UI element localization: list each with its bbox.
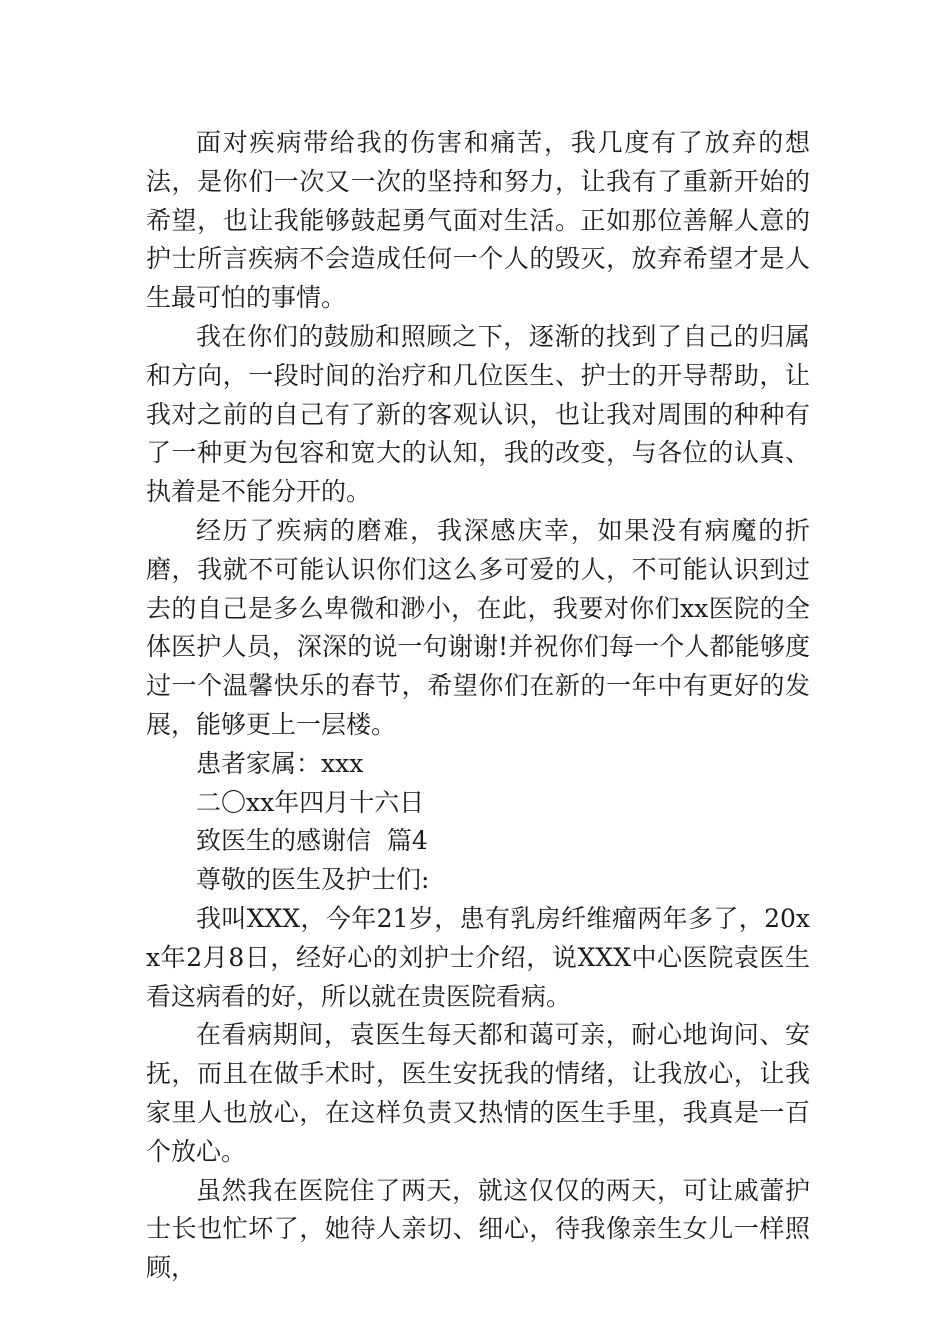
date-line: 二〇xx年四月十六日 xyxy=(196,787,425,817)
body-paragraph: 我叫XXX，今年21岁，患有乳房纤维瘤两年多了，20xx年2月8日，经好心的刘护士介绍，说XXX中心医院袁医生看这病看的好，所以就在贵医院看病。 xyxy=(146,903,810,1011)
body-paragraph: 面对疾病带给我的伤害和痛苦，我几度有了放弃的想法，是你们一次又一次的坚持和努力，让我有了重新开始的希望，也让我能够鼓起勇气面对生活。正如那位善解人意的护士所言疾病不会造成任何一个人的毁灭，放弃希望才是人生最可怕的事情。 xyxy=(146,128,810,313)
body-paragraph: 经历了疾病的磨难，我深感庆幸，如果没有病魔的折磨，我就不可能认识你们这么多可爱的人，不可能认识到过去的自己是多么卑微和渺小，在此，我要对你们xx医院的全体医护人员，深深的说一句谢谢!并祝你们每一个人都能够度过一个温馨快乐的春节，希望你们在新的一年中有更好的发展，能够更上一层楼。 xyxy=(146,515,810,739)
body-paragraph: 虽然我在医院住了两天，就这仅仅的两天，可让戚蕾护士长也忙坏了，她待人亲切、细心，待我像亲生女儿一样照顾， xyxy=(146,1175,810,1283)
salutation: 尊敬的医生及护士们: xyxy=(196,865,430,895)
body-paragraph: 在看病期间，袁医生每天都和蔼可亲，耐心地询问、安抚，而且在做手术时，医生安抚我的情绪，让我放心，让我家里人也放心，在这样负责又热情的医生手里，我真是一百个放心。 xyxy=(146,1020,810,1166)
document-page xyxy=(146,124,810,1288)
section-title: 致医生的感谢信 篇4 xyxy=(196,826,428,856)
signature-line: 患者家属：xxx xyxy=(196,748,364,778)
body-paragraph: 我在你们的鼓励和照顾之下，逐渐的找到了自己的归属和方向，一段时间的治疗和几位医生、护士的开导帮助，让我对之前的自己有了新的客观认识，也让我对周围的种种有了一种更为包容和宽大的认知，我的改变，与各位的认真、执着是不能分开的。 xyxy=(146,321,810,507)
